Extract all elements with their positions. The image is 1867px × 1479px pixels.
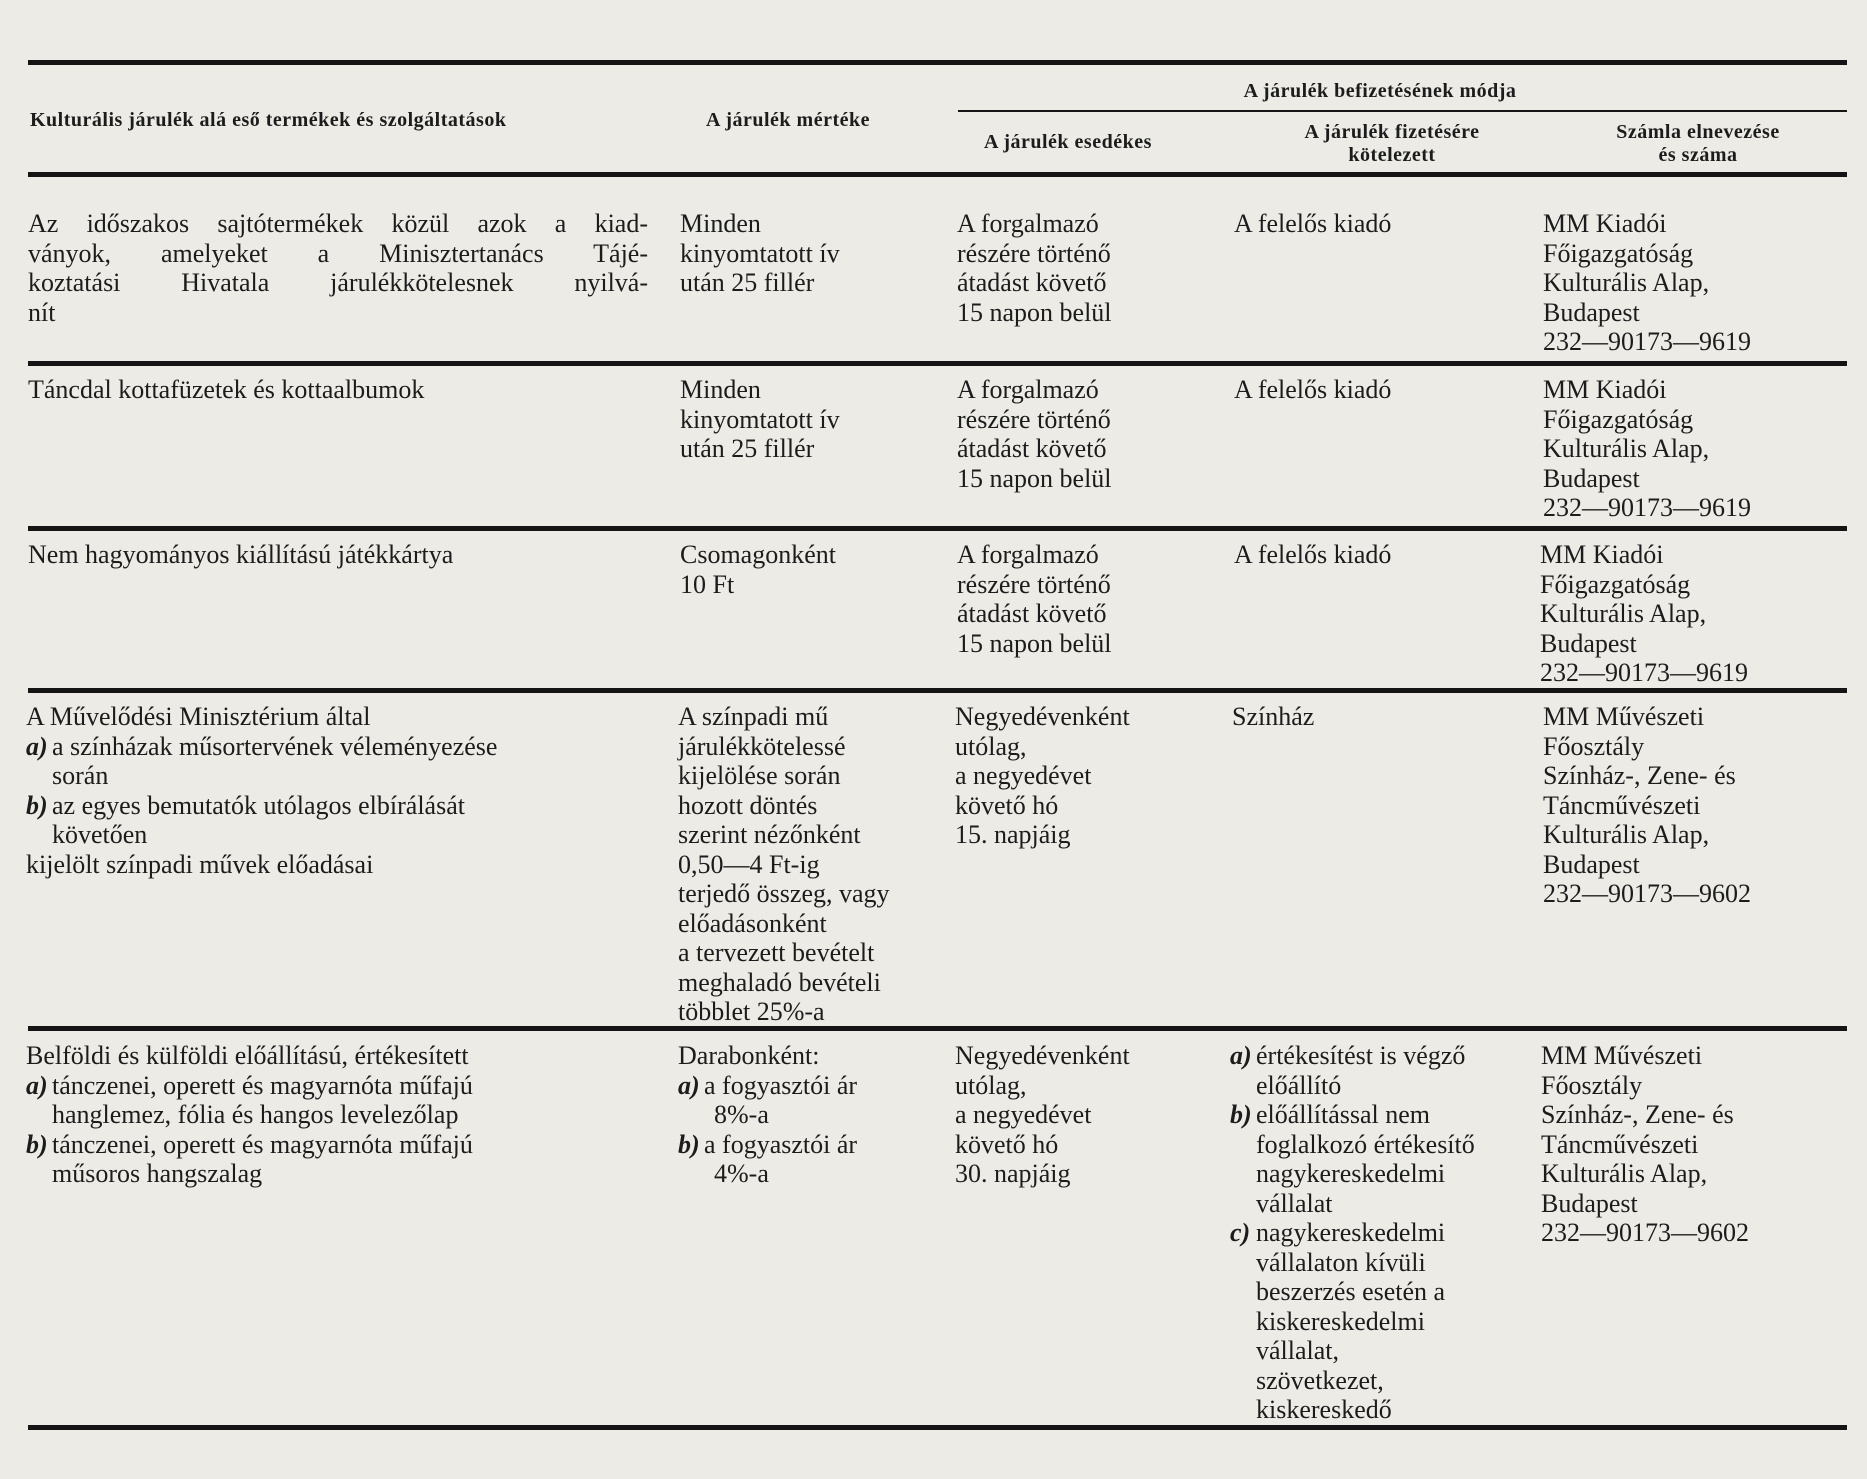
row2-obligor: A felelős kiadó <box>1234 375 1392 404</box>
row5-due: Negyedévenként utólag, a negyedévet követő hó 30. napjáig <box>955 1041 1130 1188</box>
header-account: Számla elnevezése és száma <box>1616 121 1780 166</box>
row5-rate: Darabonként: a) a fogyasztói ár 8%-a b) a fogyasztói ár 4%-a <box>678 1041 948 1189</box>
row4-obligor: Színház <box>1232 702 1315 731</box>
row1-obligor: A felelős kiadó <box>1234 209 1392 238</box>
row4-account: MM Művészeti Főosztály Színház-, Zene- és Táncművészeti Kulturális Alap, Budapest 232—90173—9602 <box>1543 702 1751 908</box>
row1-due: A forgalmazó részére történő átadást követő 15 napon belül <box>957 209 1112 327</box>
row4-due: Negyedévenként utólag, a negyedévet követő hó 15. napjáig <box>955 702 1130 849</box>
row1-rate: Minden kinyomtatott ív után 25 fillér <box>680 209 840 297</box>
row5-product-item-b: b) tánczenei, operett és magyarnóta műfajú műsoros hangszalag <box>26 1129 473 1188</box>
row5-product-item-a: a) tánczenei, operett és magyarnóta műfajú hanglemez, fólia és hangos levelezőlap <box>26 1070 473 1129</box>
row5-obligor-item-a: a) értékesítést is végző előállító <box>1230 1041 1466 1100</box>
row2-account: MM Kiadói Főigazgatóság Kulturális Alap, Budapest 232—90173—9619 <box>1543 375 1751 522</box>
row-separator <box>28 361 1847 366</box>
row5-rate-item-b: b) a fogyasztói ár 4%-a <box>678 1129 858 1188</box>
header-payment-method: A járulék befizetésének módja <box>1243 80 1517 102</box>
row5-obligor-item-b: b) előállítással nem foglalkozó értékesítő nagykereskedelmi vállalat <box>1230 1100 1475 1218</box>
header-due: A járulék esedékes <box>984 131 1152 153</box>
row3-account: MM Kiadói Főigazgatóság Kulturális Alap, Budapest 232—90173—9619 <box>1540 540 1748 687</box>
bottom-rule <box>28 1425 1847 1430</box>
row4-product: A Művelődési Minisztérium által a) a színházak műsortervének véleményezése során b) az egyes bemutatók utólagos elbírálását követően kijelölt színpadi művek előadásai <box>26 702 666 879</box>
top-rule <box>28 60 1847 65</box>
row-separator <box>28 1026 1847 1031</box>
row2-product: Táncdal kottafüzetek és kottaalbumok <box>28 375 425 404</box>
row5-rate-item-a: a) a fogyasztói ár 8%-a <box>678 1070 858 1129</box>
row3-obligor: A felelős kiadó <box>1234 540 1392 569</box>
row2-rate: Minden kinyomtatott ív után 25 fillér <box>680 375 840 463</box>
row4-product-item-a: a) a színházak műsortervének véleményezése során <box>26 731 498 790</box>
row1-account: MM Kiadói Főigazgatóság Kulturális Alap, Budapest 232—90173—9619 <box>1543 209 1751 356</box>
row5-account: MM Művészeti Főosztály Színház-, Zene- és Táncművészeti Kulturális Alap, Budapest 232—90173—9602 <box>1541 1041 1749 1247</box>
row5-obligor <box>1230 1041 1540 1425</box>
header-bottom-rule <box>28 172 1847 177</box>
row1-product: Az időszakos sajtótermékek közül azok a kiad- ványok, amelyeket a Minisztertanács Tájé- koztatási Hivatala járulékkötelesnek nyilvá- nít <box>28 209 648 327</box>
row-separator <box>28 526 1847 531</box>
header-rate: A járulék mértéke <box>706 109 871 131</box>
row4-rate: A színpadi mű járulékkötelessé kijelölése során hozott döntés szerint nézőnként 0,50—4 Ft-ig terjedő összeg, vagy előadásonként a tervezett bevételt meghaladó bevételi többlet 25%-a <box>678 702 890 1026</box>
row3-product: Nem hagyományos kiállítású játékkártya <box>28 540 454 569</box>
header-obligor: A járulék fizetésére kötelezett <box>1304 121 1480 166</box>
row-separator <box>28 688 1847 693</box>
row2-due: A forgalmazó részére történő átadást követő 15 napon belül <box>957 375 1112 493</box>
header-products: Kulturális járulék alá eső termékek és szolgáltatások <box>30 109 507 131</box>
row3-due: A forgalmazó részére történő átadást követő 15 napon belül <box>957 540 1112 658</box>
row5-product: Belföldi és külföldi előállítású, értékesített a) tánczenei, operett és magyarnóta műfajú hanglemez, fólia és hangos levelezőlap b) tánczenei, operett és magyarnóta műfajú műsoros hangszalag <box>26 1041 666 1189</box>
row3-rate: Csomagonként 10 Ft <box>680 540 836 599</box>
group-header-rule <box>958 110 1847 112</box>
row5-obligor-item-c: c) nagykereskedelmi vállalaton kívüli beszerzés esetén a kiskereskedelmi vállalat, szövetkezet, kiskereskedő <box>1230 1218 1446 1424</box>
row4-product-item-b: b) az egyes bemutatók utólagos elbírálását követően <box>26 790 465 849</box>
